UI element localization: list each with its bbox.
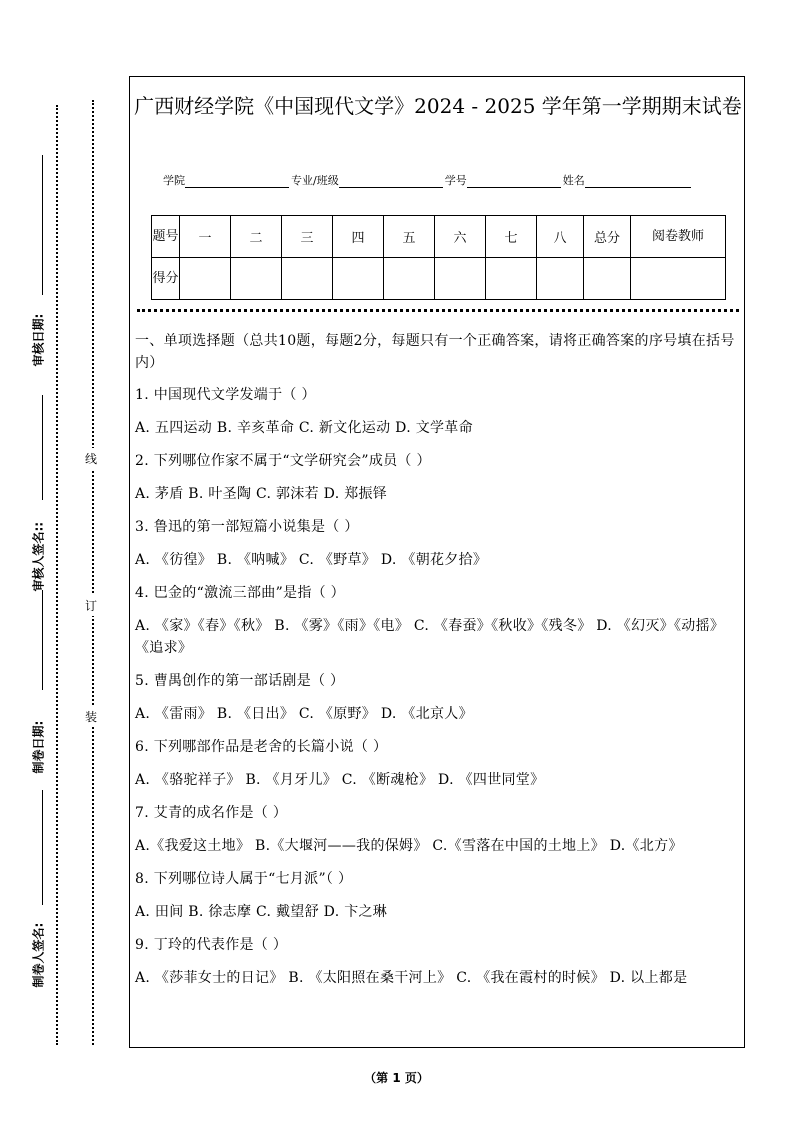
question-options: A.《我爱这土地》 B.《大堰河——我的保姆》 C.《雪落在中国的土地上》 D.《北方》 [135, 838, 683, 854]
question-options: A. 《家》《春》《秋》 B. 《雾》《雨》《电》 C. 《春蚕》《秋收》《残冬》 D. 《幻灭》《动摇》《追求》 [135, 618, 725, 656]
question-options: A. 田间 B. 徐志摩 C. 戴望舒 D. 卞之琳 [135, 904, 388, 920]
sign-line-reviewer [42, 395, 44, 500]
section-heading: 一、单项选择题（总共10题，每题2分，每题只有一个正确答案，请将正确答案的序号填在括号内） [135, 333, 735, 371]
question-options: A. 《莎菲女士的日记》 B. 《太阳照在桑干河上》 C. 《我在霞村的时候》 D. 以上都是 [135, 970, 688, 986]
college-label: 学院 [163, 174, 185, 187]
binding-margin [0, 0, 128, 1122]
question-text: 2. 下列哪位作家不属于“文学研究会”成员（ ） [135, 453, 431, 469]
question-options: A. 茅盾 B. 叶圣陶 C. 郭沫若 D. 郑振铎 [135, 486, 388, 502]
header-cell: 七 [486, 216, 537, 258]
score-row-label: 得分 [152, 258, 180, 300]
binding-line [92, 100, 94, 1045]
question-text: 7. 艾青的成名作是（ ） [135, 805, 288, 821]
cut-line [56, 105, 58, 1045]
maker-signature-label: 制卷人签名: [31, 922, 46, 988]
student-info-line [163, 172, 693, 188]
score-cell[interactable] [231, 258, 282, 300]
binding-char-staple: 订 [85, 595, 97, 616]
header-cell: 八 [537, 216, 584, 258]
header-cell: 一 [180, 216, 231, 258]
reviewer-header: 阅卷教师 [631, 216, 726, 258]
score-cell[interactable] [333, 258, 384, 300]
score-cell[interactable] [384, 258, 435, 300]
question-options: A. 《骆驼祥子》 B. 《月牙儿》 C. 《断魂枪》 D. 《四世同堂》 [135, 772, 545, 788]
question-options: A. 《彷徨》 B. 《呐喊》 C. 《野草》 D. 《朝花夕拾》 [135, 552, 488, 568]
make-date-label: 制卷日期: [31, 720, 46, 774]
score-cell[interactable] [435, 258, 486, 300]
binding-char-line: 线 [85, 448, 97, 469]
reviewer-cell[interactable] [631, 258, 726, 300]
question-number-label: 题号 [152, 216, 180, 258]
header-cell: 三 [282, 216, 333, 258]
question-text: 1. 中国现代文学发端于（ ） [135, 387, 316, 403]
header-cell: 五 [384, 216, 435, 258]
reviewer-signature-label: 审核人签名:: [31, 521, 46, 592]
question-text: 5. 曹禺创作的第一部话剧是（ ） [135, 673, 345, 689]
sign-line-review-date [42, 155, 44, 295]
section-separator [137, 309, 739, 312]
score-cell[interactable] [537, 258, 584, 300]
name-label: 姓名 [562, 174, 585, 187]
header-cell: 四 [333, 216, 384, 258]
student-id-label: 学号 [444, 174, 467, 187]
college-field[interactable] [185, 175, 289, 188]
score-cell[interactable] [486, 258, 537, 300]
score-cell[interactable] [282, 258, 333, 300]
page-footer: （第 1 页） [364, 1071, 429, 1085]
binding-char-bind: 装 [85, 706, 97, 727]
score-cell[interactable] [180, 258, 231, 300]
questions-section [135, 330, 741, 989]
sign-line-maker [42, 790, 44, 905]
question-text: 4. 巴金的“激流三部曲”是指（ ） [135, 585, 345, 601]
student-id-field[interactable] [467, 175, 561, 188]
score-cell-total[interactable] [584, 258, 631, 300]
exam-title: 广西财经学院《中国现代文学》2024 - 2025 学年第一学期期末试卷 [134, 94, 742, 118]
question-options: A. 《雷雨》 B. 《日出》 C. 《原野》 D. 《北京人》 [135, 706, 473, 722]
question-text: 3. 鲁迅的第一部短篇小说集是（ ） [135, 519, 359, 535]
header-cell: 六 [435, 216, 486, 258]
question-options: A. 五四运动 B. 辛亥革命 C. 新文化运动 D. 文学革命 [135, 420, 473, 436]
header-cell-total: 总分 [584, 216, 631, 258]
header-cell: 二 [231, 216, 282, 258]
name-field[interactable] [585, 175, 691, 188]
question-text: 6. 下列哪部作品是老舍的长篇小说（ ） [135, 739, 388, 755]
major-class-label: 专业/班级 [291, 174, 339, 187]
question-text: 9. 丁玲的代表作是（ ） [135, 937, 288, 953]
question-text: 8. 下列哪位诗人属于“七月派”（ ） [135, 871, 353, 887]
sign-line-make-date [42, 590, 44, 690]
review-date-label: 审核日期: [31, 313, 46, 367]
score-table [151, 215, 726, 300]
major-class-field[interactable] [339, 175, 443, 188]
